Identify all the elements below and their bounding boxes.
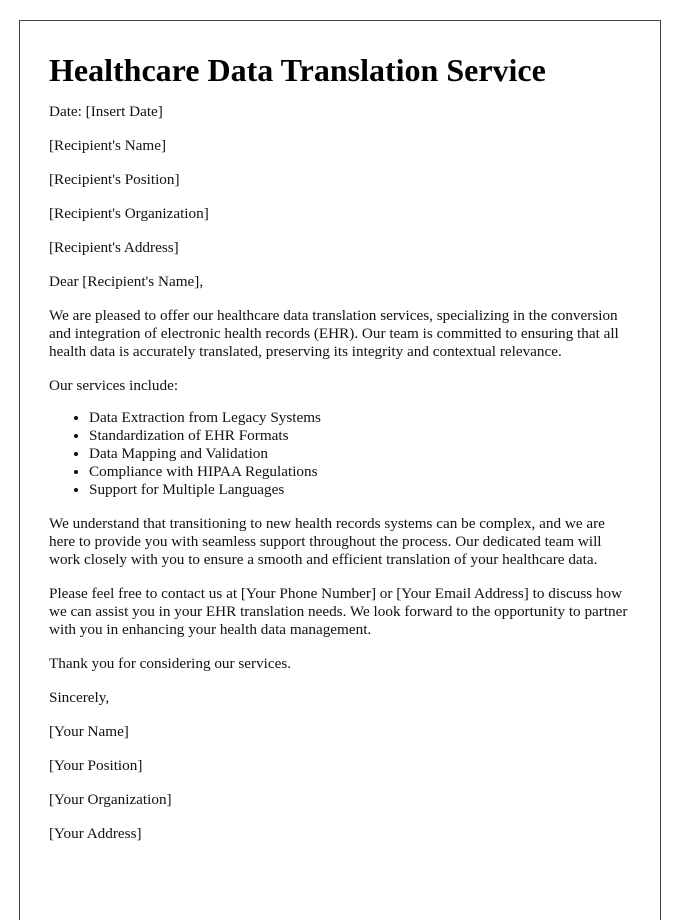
- list-item: • Data Extraction from Legacy Systems: [89, 409, 631, 427]
- recipient-name: [Recipient's Name]: [49, 137, 167, 154]
- recipient-position: [Recipient's Position]: [49, 171, 180, 188]
- recipient-address: [Recipient's Address]: [49, 239, 179, 256]
- intro-paragraph: We are pleased to offer our healthcare data translation services, specializing in the conversion and integration of electronic health records (EHR). Our team is committed to ensuring that all health data is accurately translated, preserving its integrity and contextual relevance.: [49, 307, 619, 360]
- letter-document: [19, 20, 661, 920]
- recipient-organization: [Recipient's Organization]: [49, 205, 209, 222]
- sender-organization: [Your Organization]: [49, 791, 172, 808]
- list-item: • Standardization of EHR Formats: [89, 427, 631, 445]
- date-line: Date: [Insert Date]: [49, 103, 163, 120]
- sender-position: [Your Position]: [49, 757, 143, 774]
- sender-address: [Your Address]: [49, 825, 142, 842]
- thanks-line: Thank you for considering our services.: [49, 655, 292, 672]
- sender-name: [Your Name]: [49, 723, 129, 740]
- services-heading: Our services include:: [49, 377, 179, 394]
- closing: Sincerely,: [49, 689, 110, 706]
- letter-title: Healthcare Data Translation Service: [49, 52, 546, 88]
- list-item: • Compliance with HIPAA Regulations: [89, 463, 631, 481]
- salutation: Dear [Recipient's Name],: [49, 273, 204, 290]
- services-list: [49, 409, 631, 499]
- contact-paragraph: Please feel free to contact us at [Your Phone Number] or [Your Email Address] to discuss how we can assist you in your EHR translation needs. We look forward to the opportunity to partner with you in enhancing your health data management.: [49, 585, 628, 638]
- support-paragraph: We understand that transitioning to new health records systems can be complex, and we are here to provide you with seamless support throughout the process. Our dedicated team will work closely with you to ensure a smooth and efficient translation of your healthcare data.: [49, 515, 605, 568]
- list-item: • Support for Multiple Languages: [89, 481, 631, 499]
- list-item: • Data Mapping and Validation: [89, 445, 631, 463]
